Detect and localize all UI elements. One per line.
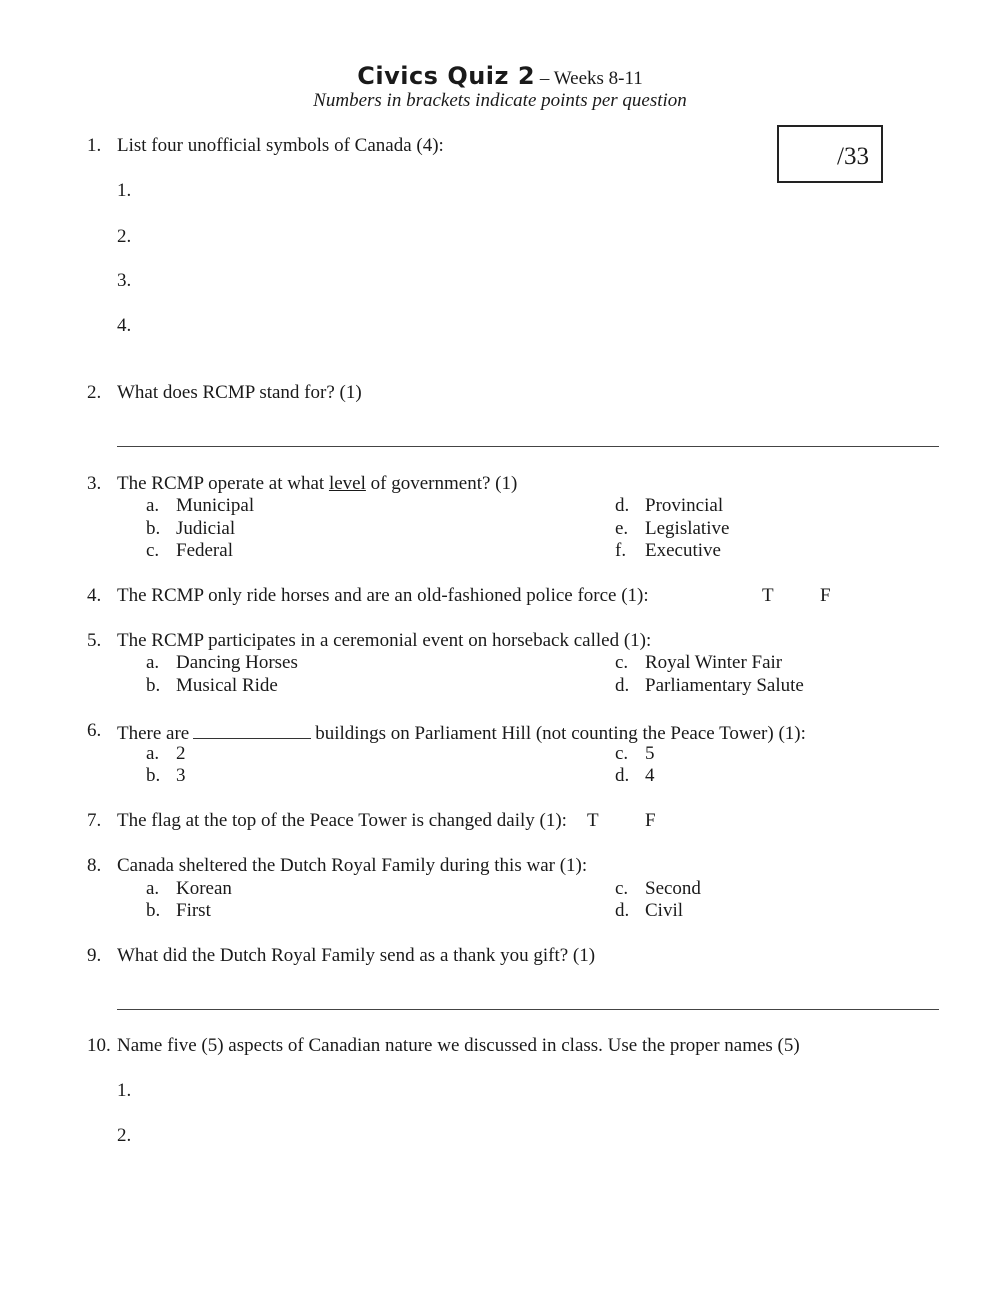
q3-option-f[interactable]: Executive (645, 540, 721, 561)
q7-true-option[interactable]: T (587, 810, 599, 831)
q6-text (117, 721, 806, 743)
q3-option-a[interactable]: Municipal (176, 495, 255, 516)
q5-text: The RCMP participates in a ceremonial event on horseback called (1): (117, 630, 652, 651)
q2-answer-line[interactable] (117, 446, 939, 447)
q7-false-option[interactable]: F (645, 810, 656, 831)
q3-option-b[interactable]: Judicial (176, 518, 236, 539)
q2-number: 2. (87, 382, 102, 403)
q8-number: 8. (87, 855, 102, 876)
quiz-title (0, 62, 1000, 90)
q5-option-b-letter: b. (146, 675, 161, 696)
q8-option-c-letter: c. (615, 878, 629, 899)
q5-option-d[interactable]: Parliamentary Salute (645, 675, 804, 696)
q8-option-b[interactable]: First (176, 900, 211, 921)
q3-option-e[interactable]: Legislative (645, 518, 730, 539)
q3-option-c-letter: c. (146, 540, 160, 561)
q6-option-c[interactable]: 5 (645, 743, 655, 764)
q2-text: What does RCMP stand for? (1) (117, 382, 362, 403)
q5-number: 5. (87, 630, 102, 651)
q9-text: What did the Dutch Royal Family send as a thank you gift? (1) (117, 945, 596, 966)
q5-option-d-letter: d. (615, 675, 630, 696)
q8-option-c[interactable]: Second (645, 878, 701, 899)
q8-option-d-letter: d. (615, 900, 630, 921)
q5-option-a-letter: a. (146, 652, 160, 673)
q8-option-d[interactable]: Civil (645, 900, 684, 921)
q3-text (117, 474, 517, 493)
quiz-title-suffix: – Weeks 8-11 (535, 68, 643, 89)
q6-option-b[interactable]: 3 (176, 765, 186, 786)
q6-text-after: buildings on Parliament Hill (not counting the Peace Tower) (1): (315, 723, 806, 744)
q6-text-before: There are (117, 723, 190, 744)
q6-blank[interactable] (193, 721, 311, 739)
q3-option-f-letter: f. (615, 540, 627, 561)
q10-number: 10. (87, 1035, 111, 1056)
q8-option-a[interactable]: Korean (176, 878, 232, 899)
q3-option-e-letter: e. (615, 518, 629, 539)
q1-slot-4[interactable]: 4. (117, 315, 132, 336)
q3-option-a-letter: a. (146, 495, 160, 516)
q6-option-a-letter: a. (146, 743, 160, 764)
q8-option-b-letter: b. (146, 900, 161, 921)
q1-text: List four unofficial symbols of Canada (4): (117, 135, 444, 156)
quiz-title-main: Civics Quiz 2 (357, 62, 536, 90)
q7-text: The flag at the top of the Peace Tower is changed daily (1): (117, 810, 567, 831)
q3-text-before: The RCMP operate at what (117, 473, 329, 494)
score-total: /33 (837, 143, 869, 170)
quiz-subtitle: Numbers in brackets indicate points per question (313, 90, 687, 111)
q9-answer-line[interactable] (117, 1009, 939, 1010)
q3-text-after: of government? (1) (365, 473, 518, 494)
q1-slot-1[interactable]: 1. (117, 180, 132, 201)
q3-option-d-letter: d. (615, 495, 630, 516)
q6-option-b-letter: b. (146, 765, 161, 786)
q5-option-c-letter: c. (615, 652, 629, 673)
q3-option-d[interactable]: Provincial (645, 495, 724, 516)
q6-option-d[interactable]: 4 (645, 765, 655, 786)
q1-slot-2[interactable]: 2. (117, 226, 132, 247)
q5-option-c[interactable]: Royal Winter Fair (645, 652, 783, 673)
q1-slot-3[interactable]: 3. (117, 270, 132, 291)
q3-number: 3. (87, 473, 102, 494)
score-box[interactable] (777, 125, 883, 183)
q6-option-a[interactable]: 2 (176, 743, 186, 764)
q10-slot-2[interactable]: 2. (117, 1125, 132, 1146)
q8-option-a-letter: a. (146, 878, 160, 899)
q3-text-underlined: level (328, 473, 366, 494)
q3-option-c[interactable]: Federal (176, 540, 233, 561)
q7-number: 7. (87, 810, 102, 831)
q9-number: 9. (87, 945, 102, 966)
q3-option-b-letter: b. (146, 518, 161, 539)
q5-option-b[interactable]: Musical Ride (176, 675, 278, 696)
q1-number: 1. (87, 135, 102, 156)
q4-false-option[interactable]: F (820, 585, 831, 606)
q4-true-option[interactable]: T (762, 585, 774, 606)
q5-option-a[interactable]: Dancing Horses (176, 652, 298, 673)
q8-text: Canada sheltered the Dutch Royal Family during this war (1): (117, 855, 588, 876)
q6-option-d-letter: d. (615, 765, 630, 786)
q10-text: Name five (5) aspects of Canadian nature we discussed in class. Use the proper names (5) (117, 1035, 800, 1056)
q6-number: 6. (87, 720, 102, 741)
q4-number: 4. (87, 585, 102, 606)
q6-option-c-letter: c. (615, 743, 629, 764)
q10-slot-1[interactable]: 1. (117, 1080, 132, 1101)
q4-text: The RCMP only ride horses and are an old-fashioned police force (1): (117, 585, 649, 606)
